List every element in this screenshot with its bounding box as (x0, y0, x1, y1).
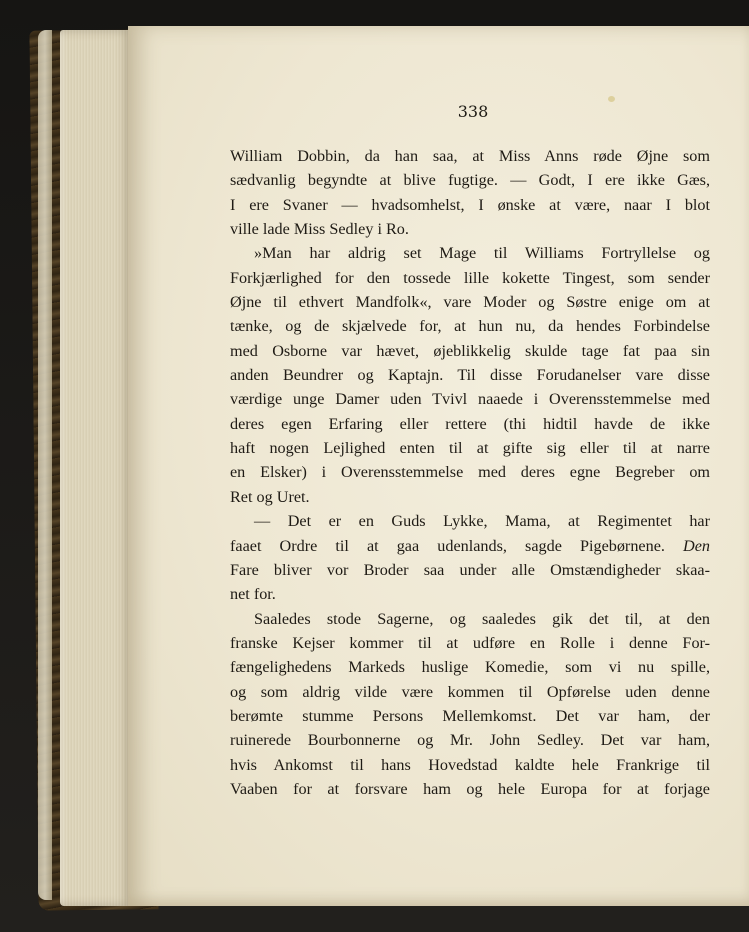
text-line (230, 777, 710, 801)
text-line-content: net for. (230, 585, 276, 604)
text-line-content: hvis Ankomst til hans Hovedstad kaldte hele Frankrige til (230, 755, 710, 774)
text-line (230, 728, 710, 752)
italic-word: Den (683, 536, 710, 555)
text-line (230, 509, 710, 533)
text-line (230, 193, 710, 217)
page-stack-edge (60, 30, 132, 906)
text-line-content: Ret og Uret. (230, 487, 310, 506)
text-line-content: I ere Svaner — hvadsomhelst, I ønske at være, naar I blot (230, 195, 710, 214)
text-line-content: sædvanlig begyndte at blive fugtige. — Godt, I ere ikke Gæs, (230, 171, 710, 190)
text-line-content: »Man har aldrig set Mage til Williams Fortryllelse og (254, 244, 710, 263)
text-line-content: deres egen Erfaring eller rettere (thi hidtil havde de ikke (230, 414, 710, 433)
text-line (230, 558, 710, 582)
text-line (230, 266, 710, 290)
text-line-content: værdige unge Damer uden Tvivl naaede i Overensstemmelse med (230, 390, 710, 409)
text-line (230, 534, 710, 558)
text-line-content: haft nogen Lejlighed enten til at gifte sig eller til at narre (230, 439, 710, 458)
text-line (230, 144, 710, 168)
text-line (230, 168, 710, 192)
text-line-content: Vaaben for at forsvare ham og hele Europa for at forjage (230, 779, 710, 798)
text-line (230, 363, 710, 387)
text-line-content: William Dobbin, da han saa, at Miss Anns røde Øjne som (230, 147, 710, 165)
text-line-content: og som aldrig vilde være kommen til Opførelse uden denne (230, 682, 710, 701)
page-number: 338 (457, 102, 489, 121)
text-line (230, 631, 710, 655)
text-line-content: Forkjærlighed for den tossede lille kokette Tingest, som sender (230, 268, 710, 287)
text-line-content: franske Kejser kommer til at udføre en Rolle i denne For- (230, 633, 710, 652)
text-line-content: Fare bliver vor Broder saa under alle Omstændigheder skaa- (230, 560, 710, 579)
body-text (230, 144, 710, 801)
text-line (230, 655, 710, 679)
text-line (230, 607, 710, 631)
text-line-content: Øjne til ethvert Mandfolk«, vare Moder og Søstre enige om at (230, 293, 710, 312)
book-page (128, 26, 749, 906)
text-line (230, 217, 710, 241)
text-line-content: ruinerede Bourbonnerne og Mr. John Sedley. Det var ham, (230, 731, 710, 750)
text-line (230, 582, 710, 606)
text-line-content: fængelighedens Markeds huslige Komedie, som vi nu spille, (230, 658, 710, 677)
text-line-content: berømte stumme Persons Mellemkomst. Det var ham, der (230, 706, 710, 725)
text-line (230, 753, 710, 777)
text-line-content: en Elsker) i Overensstemmelse med deres egne Begreber om (230, 463, 710, 482)
text-line-content: ville lade Miss Sedley i Ro. (230, 220, 409, 239)
text-line (230, 314, 710, 338)
cover-edge (38, 30, 52, 900)
text-line-content: Saaledes stode Sagerne, og saaledes gik det til, at den (254, 609, 710, 628)
text-line (230, 339, 710, 363)
text-line-content: faaet Ordre til at gaa udenlands, sagde Pigebørnene. (230, 536, 665, 555)
text-line (230, 241, 710, 265)
text-line-content: — Det er en Guds Lykke, Mama, at Regimentet har (254, 512, 710, 531)
text-line (230, 704, 710, 728)
text-line (230, 485, 710, 509)
text-line-content: tænke, og de skjælvede for, at hun nu, da hendes Forbindelse (230, 317, 710, 336)
text-line (230, 460, 710, 484)
text-line-content: anden Beundrer og Kaptajn. Til disse Forudanelser vare disse (230, 366, 710, 385)
text-line-content: med Osborne var hævet, øjeblikkelig skulde tage fat paa sin (230, 341, 710, 360)
text-line (230, 436, 710, 460)
text-line (230, 680, 710, 704)
text-line (230, 412, 710, 436)
paper-stain (608, 96, 615, 102)
text-line (230, 387, 710, 411)
text-line (230, 290, 710, 314)
